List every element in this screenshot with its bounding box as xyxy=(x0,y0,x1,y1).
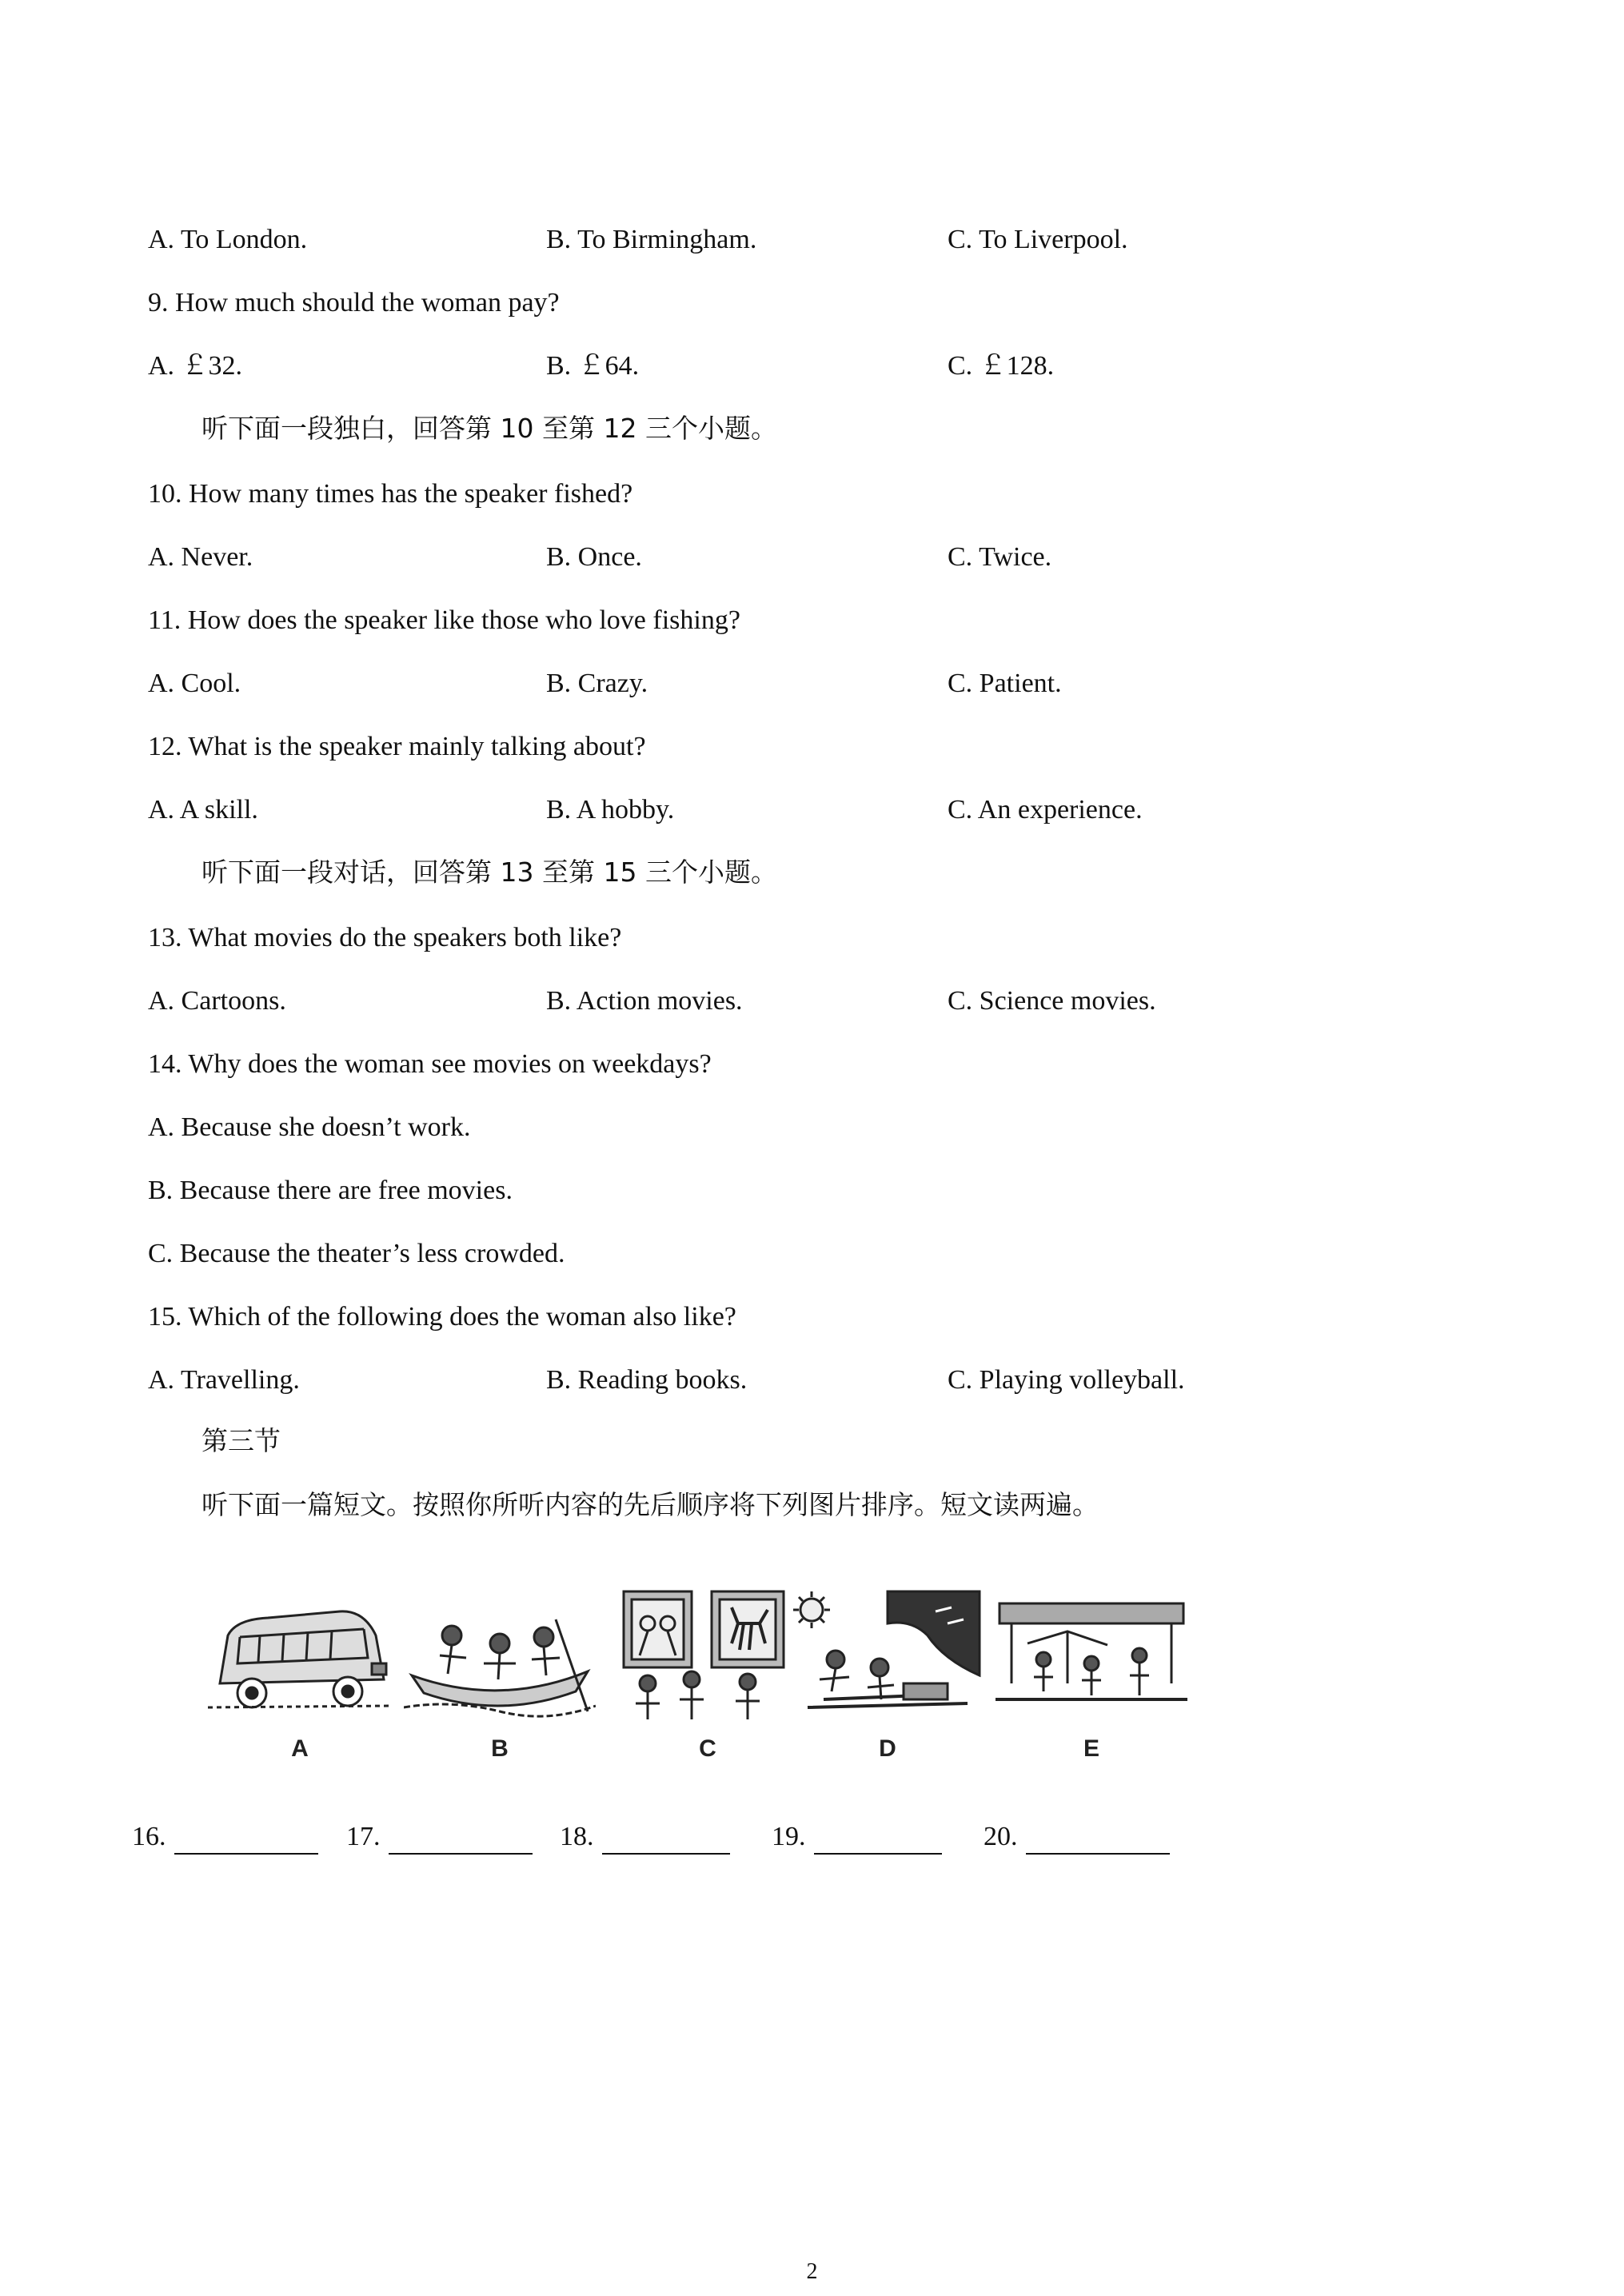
q11-option-c: C. Patient. xyxy=(948,669,1062,698)
q13-option-a: A. Cartoons. xyxy=(148,986,286,1016)
q12-option-b: B. A hobby. xyxy=(546,795,675,825)
instruction-13-15: 听下面一段对话，回答第 13 至第 15 三个小题。 xyxy=(202,857,777,888)
q12-option-a: A. A skill. xyxy=(148,795,258,825)
q12-option-c: C. An experience. xyxy=(948,795,1143,825)
q13-option-b: B. Action movies. xyxy=(546,986,743,1016)
q9-question: 9. How much should the woman pay? xyxy=(148,288,560,317)
q10-option-a: A. Never. xyxy=(148,542,253,572)
picture-row xyxy=(204,1587,1211,1771)
q15-question: 15. Which of the following does the woman also like? xyxy=(148,1302,736,1332)
blank-18-line[interactable] xyxy=(602,1827,730,1855)
picture-label-c: C xyxy=(699,1735,716,1762)
playground-icon xyxy=(996,1587,1187,1723)
museum-icon xyxy=(612,1587,804,1723)
q15-option-c: C. Playing volleyball. xyxy=(948,1365,1185,1395)
boat-icon xyxy=(404,1587,596,1723)
blank-16-line[interactable] xyxy=(174,1827,318,1855)
q10-option-c: C. Twice. xyxy=(948,542,1052,572)
q8-option-b: B. To Birmingham. xyxy=(546,225,757,254)
q9-option-b: B. ￡64. xyxy=(546,351,640,381)
blank-18-number: 18. xyxy=(560,1822,594,1851)
blank-19-number: 19. xyxy=(772,1822,806,1851)
page-number: 2 xyxy=(806,2259,818,2284)
picture-c-museum xyxy=(612,1587,804,1723)
section3-instruction: 听下面一篇短文。按照你所听内容的先后顺序将下列图片排序。短文读两遍。 xyxy=(202,1489,1099,1520)
picture-label-a: A xyxy=(291,1735,309,1762)
q14-option-a: A. Because she doesn’t work. xyxy=(148,1112,471,1142)
blank-16-number: 16. xyxy=(132,1822,166,1851)
q12-question: 12. What is the speaker mainly talking about? xyxy=(148,732,646,761)
q11-option-b: B. Crazy. xyxy=(546,669,648,698)
q11-question: 11. How does the speaker like those who love fishing? xyxy=(148,605,740,635)
picture-d-picnic xyxy=(792,1587,984,1723)
blank-20[interactable] xyxy=(984,1819,1170,1855)
q11-option-a: A. Cool. xyxy=(148,669,241,698)
q15-option-b: B. Reading books. xyxy=(546,1365,748,1395)
instruction-10-12: 听下面一段独白，回答第 10 至第 12 三个小题。 xyxy=(202,413,777,444)
q14-option-b: B. Because there are free movies. xyxy=(148,1176,513,1205)
q14-question: 14. Why does the woman see movies on weekdays? xyxy=(148,1049,712,1079)
bus-icon xyxy=(204,1587,396,1723)
q10-option-b: B. Once. xyxy=(546,542,642,572)
section3-title: 第三节 xyxy=(202,1425,281,1456)
picture-label-e: E xyxy=(1083,1735,1099,1762)
blank-17-line[interactable] xyxy=(389,1827,533,1855)
blank-20-line[interactable] xyxy=(1026,1827,1170,1855)
blank-17-number: 17. xyxy=(346,1822,381,1851)
q14-option-c: C. Because the theater’s less crowded. xyxy=(148,1239,565,1268)
blank-20-number: 20. xyxy=(984,1822,1018,1851)
q10-question: 10. How many times has the speaker fished? xyxy=(148,479,633,509)
blank-19[interactable] xyxy=(772,1819,942,1855)
blank-19-line[interactable] xyxy=(814,1827,942,1855)
blank-17[interactable] xyxy=(346,1819,533,1855)
picture-e-playground xyxy=(996,1587,1187,1723)
q8-option-c: C. To Liverpool. xyxy=(948,225,1128,254)
q13-question: 13. What movies do the speakers both like? xyxy=(148,923,622,952)
blank-18[interactable] xyxy=(560,1819,730,1855)
picture-b-boat xyxy=(404,1587,596,1723)
blank-16[interactable] xyxy=(132,1819,318,1855)
q15-option-a: A. Travelling. xyxy=(148,1365,300,1395)
picture-a-bus xyxy=(204,1587,396,1723)
q13-option-c: C. Science movies. xyxy=(948,986,1156,1016)
picture-label-d: D xyxy=(879,1735,896,1762)
picture-label-b: B xyxy=(491,1735,509,1762)
q9-option-a: A. ￡32. xyxy=(148,351,243,381)
q9-option-c: C. ￡128. xyxy=(948,351,1055,381)
picnic-icon xyxy=(792,1587,984,1723)
q8-option-a: A. To London. xyxy=(148,225,308,254)
